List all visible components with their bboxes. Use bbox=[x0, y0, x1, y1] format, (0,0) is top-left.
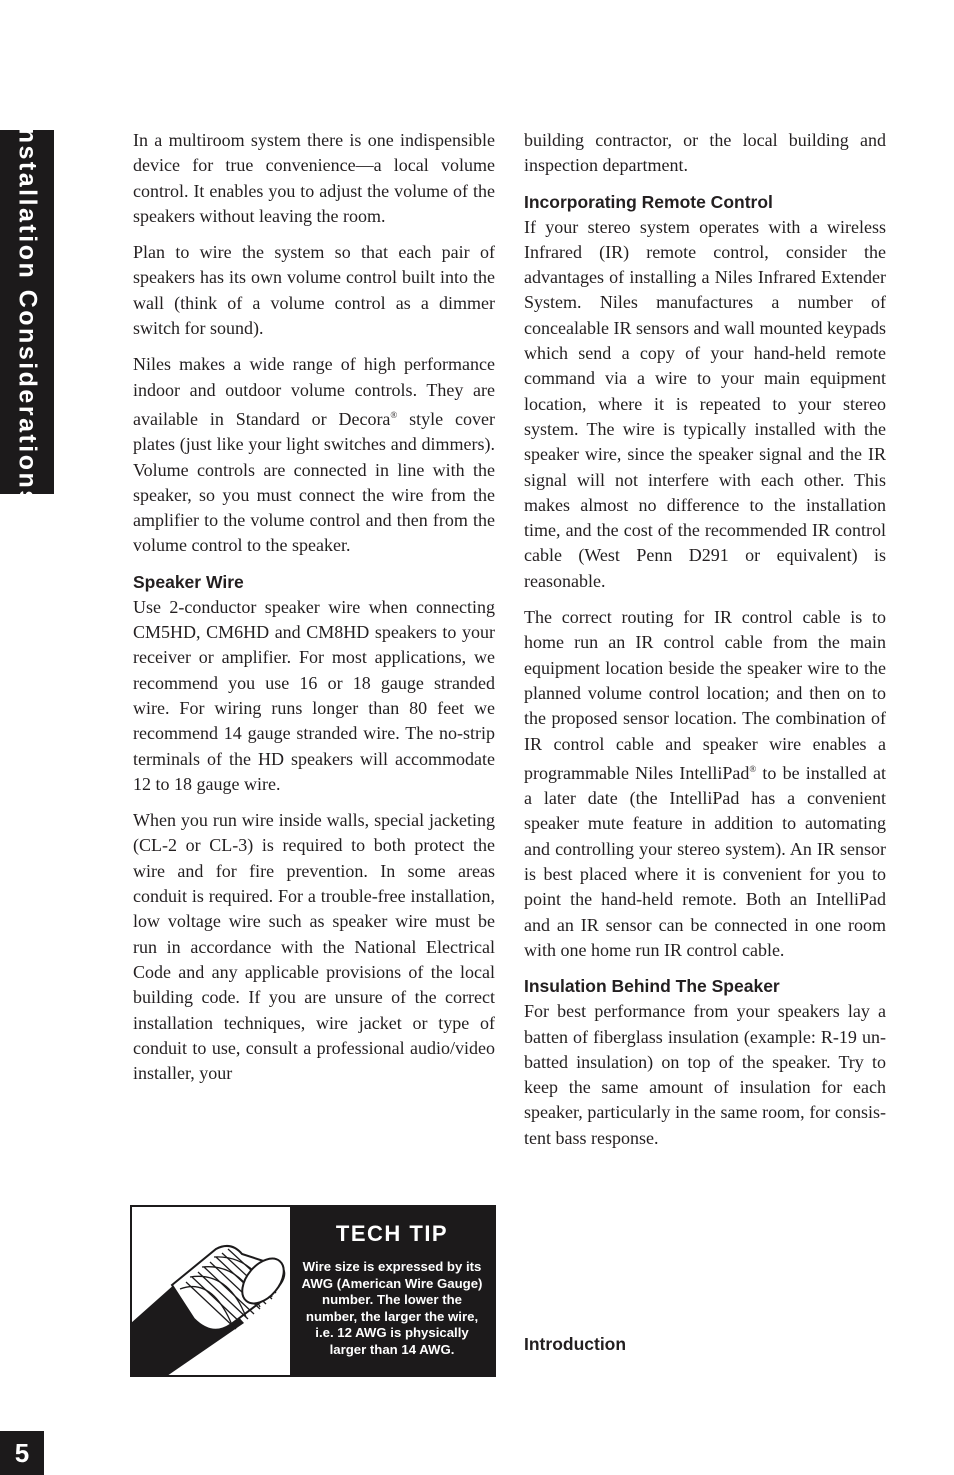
paragraph: Use 2-conductor speaker wire when connecting CM5HD, CM6HD and CM8HD speakers to your receiver or amplifier. For most applications, we recommend you use 16 or 18 gauge stranded wire. For wiring runs longer than 80 feet we recommend 14 gauge stranded wire. The no-strip terminals of the HD speakers will accommodate 12 to 18 gauge wire. bbox=[133, 596, 495, 794]
paragraph: Plan to wire the system so that each pair of speakers has its own volume control built into the wall (think of a volume control as a dimmer switch for sound). bbox=[133, 242, 495, 339]
section-side-tab bbox=[0, 117, 54, 507]
left-column bbox=[133, 128, 495, 1097]
tech-tip-box bbox=[130, 1205, 496, 1377]
stranded-wire-icon bbox=[132, 1207, 290, 1375]
text-run: to be installed at a later date (the IntelliPad has a convenient speaker mute feature in addition to automating and controlling your stereo system). An IR sensor is best placed where it is convenient for you to point the hand-held remote. Both an IntelliPad and an IR sensor can be connected in one room with one home run IR control cable. bbox=[524, 762, 886, 960]
text-run: style cover plates (just like your light switches and dimmers). Volume controls are connected in line with the speaker, so you must connect the wire from the amplifier to the volume control and then from the volume control to the speaker. bbox=[133, 408, 495, 556]
section-heading-introduction: Introduction bbox=[524, 1334, 627, 1354]
paragraph: building contractor, or the local building and inspection department. bbox=[524, 130, 886, 176]
text-run: Niles makes a wide range of high performance indoor and outdoor volume controls. They are available in Standard or Decora bbox=[133, 354, 495, 429]
tech-tip-panel bbox=[290, 1207, 494, 1375]
page-number bbox=[0, 1431, 44, 1475]
paragraph: For best performance from your speakers lay a batten of fiberglass insulation (example: R-19 un-batted insulation) on top of the speaker. Try to keep the same amount of insulation for each speaker, particularly in the same room, for consistent bass response. bbox=[524, 1001, 886, 1148]
paragraph: If your stereo system operates with a wireless Infrared (IR) remote control, consider the advantages of installing a Niles Infrared Extender System. Niles manufactures a number of concealable IR sensors and wall mounted keypads which send a copy of your hand-held remote command via a wire to your main equipment location, where it is repeated to your stereo system. The wire is typically installed with the speaker wire, since the speaker signal and the IR signal will not interfere with each other. This makes almost no difference to the installation time, and the cost of the recommended IR control cable (West Penn D291 or equivalent) is reasonable. bbox=[524, 216, 886, 591]
tech-tip-text: Wire size is expressed by its AWG (American Wire Gauge) number. The lower the number, the larger the wire, i.e. 12 AWG is physically larger than 14 AWG. bbox=[301, 1259, 483, 1357]
section-title: Installation Considerations bbox=[13, 117, 42, 507]
paragraph bbox=[133, 352, 495, 558]
paragraph: In a multiroom system there is one indispensible device for true convenience—a local volume control. It enables you to adjust the volume of the speakers without leaving the room. bbox=[133, 130, 495, 226]
page-number-text: 5 bbox=[14, 1437, 30, 1468]
section-heading-speaker-wire: Speaker Wire bbox=[133, 571, 244, 592]
paragraph bbox=[524, 605, 886, 963]
right-column bbox=[524, 128, 886, 1162]
section-heading-insulation: Insulation Behind The Speaker bbox=[524, 976, 780, 997]
tech-tip-title: TECH TIP bbox=[335, 1221, 449, 1246]
section-heading-remote-control: Incorporating Remote Control bbox=[524, 191, 773, 212]
registered-mark: ® bbox=[390, 409, 398, 420]
registered-mark: ® bbox=[749, 763, 757, 774]
text-run: The correct routing for IR control cable is to home run an IR control cable from the main equipment location beside the speaker wire to the planned volume control location; and then on to the proposed sensor location. The combination of IR control cable and speaker wire enables a programmable Niles IntelliPad bbox=[524, 607, 886, 783]
paragraph: When you run wire inside walls, special jacketing (CL-2 or CL-3) is required to both protect the wire and for fire prevention. In some areas conduit is required. For a trouble-free installation, low voltage wire such as speaker wire must be run in accordance with the National Electrical Code and any applicable provisions of the local building code. If you are unsure of the correct installation techniques, wire jacket or type of conduit to use, consult a professional audio/video installer, your bbox=[133, 810, 495, 1084]
